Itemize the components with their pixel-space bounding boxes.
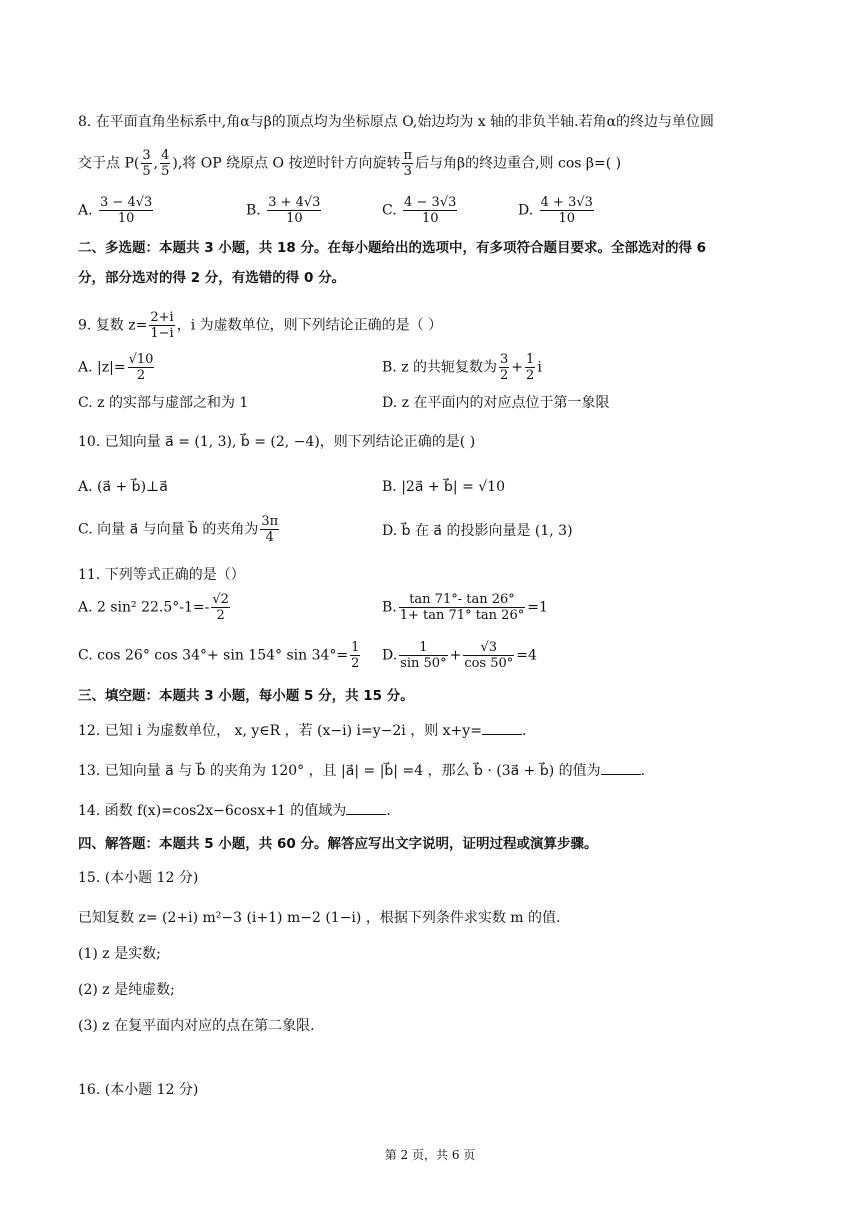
q13-answer-blank	[601, 760, 641, 775]
q8-line2	[78, 148, 790, 179]
q9-b-fraction2	[525, 352, 535, 383]
section-fill-blank-heading: 三、填空题：本题共 3 小题，每小题 5 分，共 15 分。	[78, 688, 414, 704]
q15-part2: (2) z 是纯虚数;	[78, 982, 175, 998]
q8-text-c: 后与角β的终边重合,则 cos β=( )	[415, 155, 622, 172]
q9-b-d1: 2	[500, 368, 509, 383]
q9-a-den: 2	[136, 368, 146, 383]
q14-text: 14. 函数 f(x)=cos2x−6cosx+1 的值域为	[78, 803, 347, 819]
section-multi-choice-heading: 二、多选题：本题共 3 小题，共 18 分。在每小题给出的选项中，有多项符合题目要求。全部选对的得 6	[78, 240, 707, 256]
q11-d-mid: +	[449, 647, 462, 664]
q12-text: 12. 已知 i 为虚数单位， x, y∈R ，若 (x−i) i=y−2i ，则 x+y=	[78, 723, 482, 739]
q11-d-d1: sin 50°	[400, 656, 447, 671]
q9-b-mid: +	[511, 359, 524, 376]
q8-px-fraction	[141, 148, 151, 179]
q8-option-d-label: D.	[518, 202, 534, 219]
q10-option-b: B. |2a⃗ + b⃗| = √10	[382, 479, 505, 495]
q13-text: 13. 已知向量 a⃗ 与 b⃗ 的夹角为 120° ，且 |a⃗| = |b⃗| =4 ，那么 b⃗ · (3a⃗ + b⃗) 的值为	[78, 763, 601, 779]
q9-b-n1: 3	[500, 352, 509, 367]
q9-stem	[78, 310, 790, 341]
q13-post: .	[640, 763, 646, 779]
q9-num: 2+i	[150, 310, 174, 325]
q14-post: .	[386, 803, 391, 819]
q8-option-c-num: 4 − 3√3	[404, 195, 457, 210]
q11-d-d2: cos 50°	[464, 656, 514, 671]
q8-option-d-den: 10	[558, 211, 576, 226]
q11-c-num: 1	[351, 640, 360, 655]
q8-option-b-label: B.	[246, 202, 261, 219]
q8-option-d-num: 4 + 3√3	[540, 195, 593, 210]
q9-pre: 9. 复数 z=	[78, 317, 148, 334]
q13	[78, 760, 790, 781]
q12	[78, 720, 790, 741]
q9-b-n2: 1	[526, 352, 535, 367]
q8-option-c-label: C.	[382, 202, 397, 219]
q8-text-b: ),将 OP 绕原点 O 按逆时针方向旋转	[172, 155, 401, 172]
q10-c-den: 4	[265, 530, 274, 545]
q11-d-pre: D.	[382, 647, 398, 664]
q9-b-pre: B. z 的共轭复数为	[382, 359, 498, 376]
q9-option-d: D. z 在平面内的对应点位于第一象限	[382, 395, 610, 411]
q8-option-c-fraction	[403, 195, 457, 226]
q8-py-num: 4	[161, 148, 170, 163]
q8-py-den: 5	[161, 164, 170, 179]
q14	[78, 800, 790, 821]
q11-option-a	[78, 592, 232, 623]
q11-b-num: tan 71°- tan 26°	[399, 592, 525, 608]
q16-title: 16. (本小题 12 分)	[78, 1082, 199, 1098]
q8-option-a	[78, 195, 155, 226]
q11-d-post: =4	[516, 647, 537, 664]
q11-d-fraction1	[399, 640, 447, 671]
q11-c-pre: C. cos 26° cos 34°+ sin 154° sin 34°=	[78, 647, 349, 664]
q9-b-d2: 2	[526, 368, 535, 383]
q11-d-n2: √3	[463, 640, 514, 656]
q8-py-fraction	[160, 148, 170, 179]
q10-option-a: A. (a⃗ + b⃗)⊥a⃗	[78, 479, 168, 495]
q9-option-b	[382, 352, 542, 383]
q10-c-pre: C. 向量 a⃗ 与向量 b⃗ 的夹角为	[78, 521, 259, 538]
q9-a-fraction	[128, 352, 155, 383]
section-multi-choice-heading-cont: 分，部分选对的得 2 分，有选错的得 0 分。	[78, 270, 346, 286]
q11-a-pre: A. 2 sin² 22.5°-1=-	[78, 599, 210, 616]
q9-a-pre: A. |z|=	[78, 359, 126, 376]
q8-line1: 8. 在平面直角坐标系中,角α与β的顶点均为坐标原点 O,始边均为 x 轴的非负半轴.若角α的终边与单位圆	[78, 114, 715, 130]
q10-c-fraction	[260, 514, 279, 545]
q8-option-c	[382, 195, 459, 226]
page-footer: 第 2 页，共 6 页	[384, 1148, 476, 1162]
q11-b-den: 1+ tan 71° tan 26°	[399, 608, 525, 623]
q11-b-pre: B.	[382, 599, 397, 616]
q8-option-b-num: 3 + 4√3	[268, 195, 321, 210]
q11-c-den: 2	[351, 656, 360, 671]
q11-option-b	[382, 592, 548, 623]
q10-stem: 10. 已知向量 a⃗ = (1, 3), b⃗ = (2, −4)，则下列结论正确的是( )	[78, 434, 476, 450]
q8-option-a-fraction	[99, 195, 153, 226]
q15-part3: (3) z 在复平面内对应的点在第二象限.	[78, 1018, 315, 1034]
q9-fraction	[149, 310, 174, 341]
q10-option-c	[78, 514, 281, 545]
q12-post: .	[521, 723, 527, 739]
q8-rot-num: π	[403, 148, 412, 163]
q8-option-b	[246, 195, 323, 226]
q11-d-fraction2	[463, 640, 514, 671]
section-solution-heading: 四、解答题：本题共 5 小题，共 60 分。解答应写出文字说明，证明过程或演算步骤。	[78, 836, 598, 852]
q11-option-d	[382, 640, 537, 671]
q11-b-post: =1	[527, 599, 548, 616]
q8-option-a-label: A.	[78, 202, 93, 219]
q11-b-fraction	[399, 592, 525, 623]
q9-b-fraction1	[499, 352, 509, 383]
q8-rot-fraction	[402, 148, 413, 179]
q8-option-d-fraction	[540, 195, 594, 226]
q9-den: 1−i	[150, 326, 174, 341]
q11-c-fraction	[350, 640, 360, 671]
q12-answer-blank	[482, 720, 522, 735]
q11-a-num: √2	[212, 592, 229, 607]
q9-post: ，i 为虚数单位，则下列结论正确的是（ ）	[176, 317, 443, 334]
q8-option-b-den: 10	[286, 211, 303, 226]
q11-a-den: 2	[216, 608, 225, 623]
q11-stem: 11. 下列等式正确的是（）	[78, 567, 245, 583]
q10-c-num: 3π	[261, 514, 279, 529]
q11-d-n1: 1	[399, 640, 447, 656]
q8-px-den: 5	[142, 164, 151, 179]
q8-option-b-fraction	[267, 195, 321, 226]
q8-option-c-den: 10	[421, 211, 439, 226]
q8-text-a: 交于点 P(	[78, 155, 140, 172]
q10-option-d: D. b⃗ 在 a⃗ 的投影向量是 (1, 3)	[382, 523, 573, 539]
q8-sep: ,	[153, 155, 159, 172]
q8-option-a-den: 10	[117, 211, 135, 226]
q9-b-post: i	[537, 359, 542, 376]
q15-part1: (1) z 是实数;	[78, 946, 161, 962]
q9-option-a	[78, 352, 156, 383]
q11-a-fraction	[211, 592, 230, 623]
q14-answer-blank	[346, 800, 386, 815]
q8-option-d	[518, 195, 596, 226]
q8-px-num: 3	[142, 148, 151, 163]
q8-option-a-num: 3 − 4√3	[100, 195, 153, 210]
q9-a-num: √10	[128, 352, 154, 367]
q15-stem: 已知复数 z= (2+i) m²−3 (i+1) m−2 (1−i) ，根据下列条件求实数 m 的值.	[78, 910, 561, 926]
q15-title: 15. (本小题 12 分)	[78, 870, 199, 886]
q8-rot-den: 3	[403, 164, 412, 179]
q11-option-c	[78, 640, 362, 671]
q9-option-c: C. z 的实部与虚部之和为 1	[78, 395, 249, 411]
